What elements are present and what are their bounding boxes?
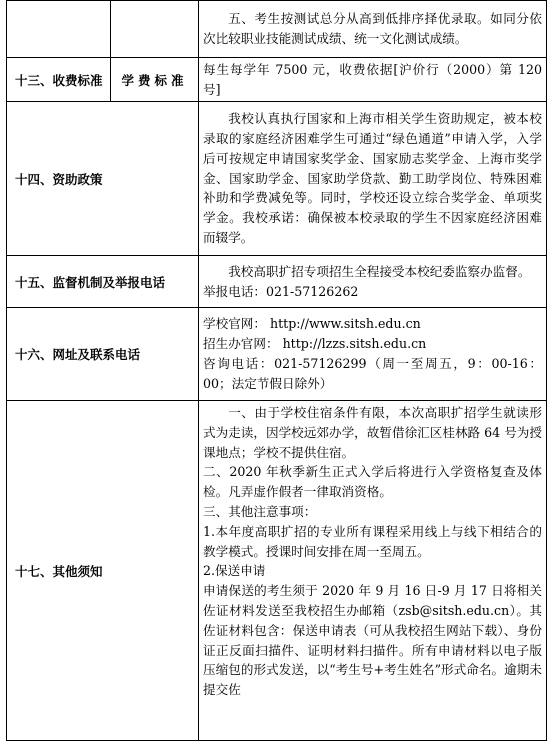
financial-aid-text: 我校认真执行国家和上海市相关学生资助规定，被本校录取的家庭经济困难学生可通过“绿色通道”申请入学，入学后可按规定申请国家奖学金、国家励志奖学金、上海市奖学金、国家助学金、国家助学贷款、勤工助学岗位、特殊困难补助和学费减免等。同时，学校还设立综合奖学金、单项奖学金。我校承诺：确保被本校录取的学生不因家庭经济困难而辍学。 [203,111,542,245]
school-website-text: 学校官网： http://www.sitsh.edu.cn [203,316,421,332]
table-row-admission-rule [7,1,547,58]
table-row-contact [7,308,547,401]
note-item-2: 二、2020 年秋季新生正式入学后将进行入学资格复查及体检。凡弄虚作假者一律取消资格。 [203,464,542,500]
fees-content [199,58,547,102]
table-row-financial-aid [7,102,547,256]
admissions-website-text: 招生办官网： http://lzzs.sitsh.edu.cn [203,336,427,352]
row-sublabel-cell-empty [111,1,199,58]
row-label-financial-aid: 十四、资助政策 [7,102,199,256]
other-notes-content [199,401,547,741]
contact-content [199,308,547,401]
table-row-fees [7,58,547,102]
row-label-cell-empty [7,1,111,58]
row-label-supervision: 十五、监督机制及举报电话 [7,256,199,308]
admission-rule-text: 五、考生按测试总分从高到低排序择优录取。如同分依次比较职业技能测试成绩、统一文化测试成绩。 [203,11,542,46]
admission-regulations-table-page [6,0,546,752]
supervision-text: 我校高职扩招专项招生全程接受本校纪委监察办监督。 [228,263,531,279]
note-item-3-2-body: 申请保送的考生须于 2020 年 9 月 16 日-9 月 17 日将相关佐证材料发送至我校招生办邮箱（zsb@sitsh.edu.cn）。其佐证材料包含：保送申请表（可从我校招生网站下载）、身份证正反面扫描件、证明材料扫描件。所有申请材料以电子版压缩包的形式发送，以“考生号+考生姓名”形式命名。逾期未提交佐 [203,583,542,698]
note-item-3-2-heading: 2.保送申请 [203,563,266,579]
financial-aid-content [199,102,547,256]
supervision-content [199,256,547,308]
report-phone-text: 举报电话：021-57126262 [203,283,359,299]
table-row-supervision [7,256,547,308]
row-sublabel-tuition: 学费标准 [111,58,199,102]
table-row-other-notes [7,401,547,741]
note-item-3-heading: 三、其他注意事项： [203,503,317,519]
admission-rule-content [199,1,547,58]
row-label-fees: 十三、收费标准 [7,58,111,102]
note-item-1: 一、由于学校住宿条件有限，本次高职扩招学生就读形式为走读，因学校远郊办学，故暂借徐汇区桂林路 64 号为授课地点；学校不提供住宿。 [203,405,542,460]
regulations-table [6,0,547,741]
note-item-3-1: 1.本年度高职扩招的专业所有课程采用线上与线下相结合的教学模式。授课时间安排在周一至周五。 [203,523,542,559]
consult-phone-text: 咨询电话：021-57126299（周一至周五，9：00-16：00；法定节假日除外） [203,356,542,391]
row-label-other-notes: 十七、其他须知 [7,401,199,741]
row-label-contact: 十六、网址及联系电话 [7,308,199,401]
fees-text: 每生每学年 7500 元，收费依据[沪价行（2000）第 120 号] [203,61,542,97]
